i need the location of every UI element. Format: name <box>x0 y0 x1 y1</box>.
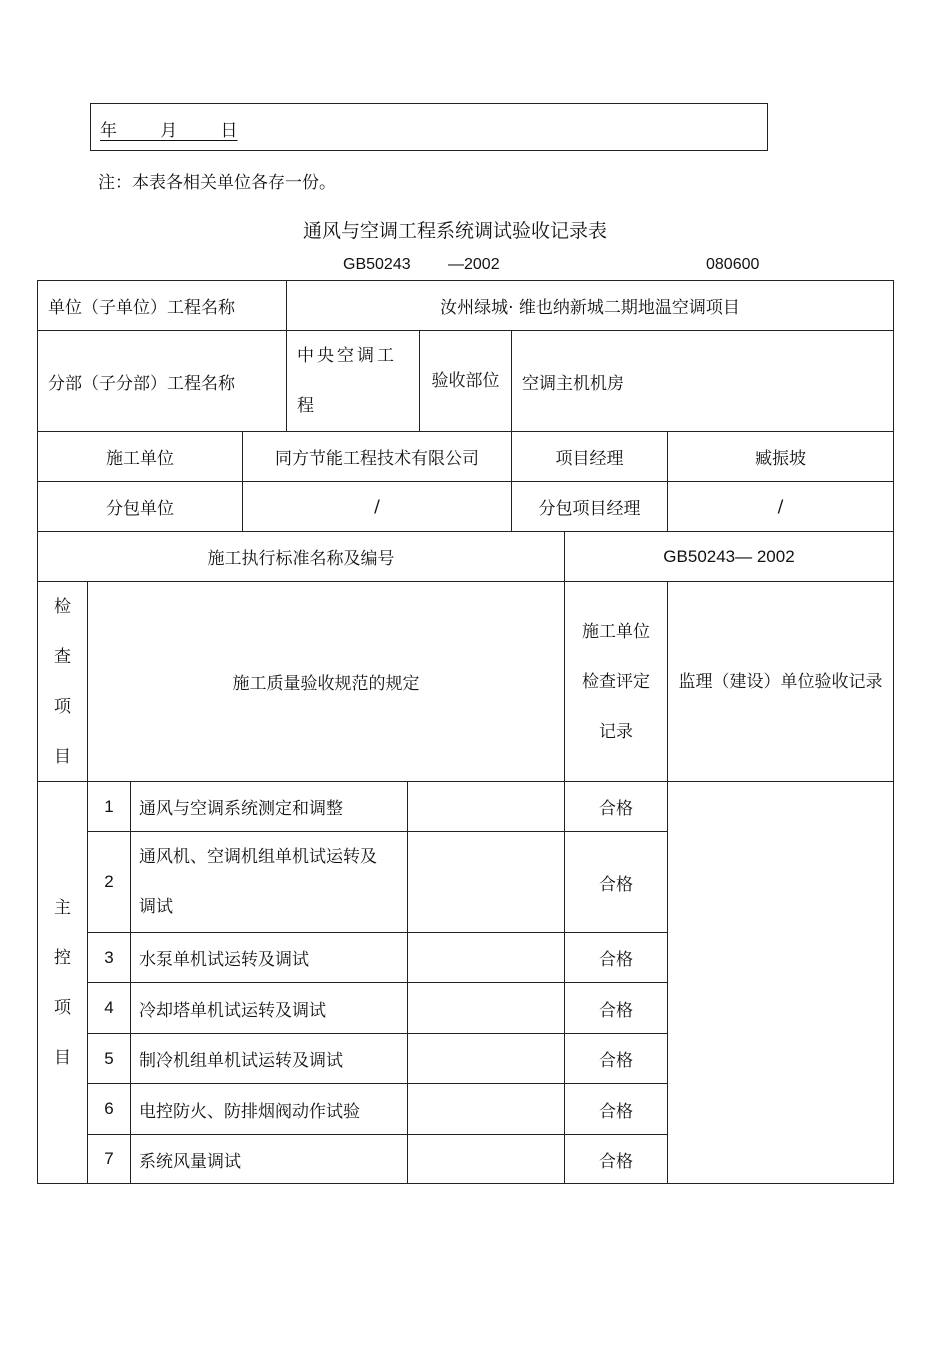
row-number: 2 <box>87 831 131 933</box>
row-item: 制冷机组单机试运转及调试 <box>130 1033 408 1084</box>
page-title: 通风与空调工程系统调试验收记录表 <box>302 220 607 242</box>
row-result: 合格 <box>564 982 668 1034</box>
contractor-eval-header: 施工单位检查评定记录 <box>564 581 668 782</box>
unit-project-label: 单位（子单位）工程名称 <box>37 280 287 331</box>
row-blank <box>407 1083 565 1135</box>
row-item: 水泵单机试运转及调试 <box>130 932 408 983</box>
manager-value: 臧振坡 <box>667 431 894 482</box>
sub-project-value: 中央空调工程 <box>286 330 420 432</box>
row-blank <box>407 1033 565 1084</box>
row-blank <box>407 1134 565 1184</box>
row-number: 5 <box>87 1033 131 1084</box>
subcontractor-value: / <box>242 481 512 532</box>
sub-manager-label: 分包项目经理 <box>511 481 668 532</box>
row-number: 1 <box>87 781 131 832</box>
acceptance-part-label: 验收部位 <box>419 330 512 432</box>
supervisor-record-header: 监理（建设）单位验收记录 <box>667 581 894 782</box>
acceptance-part-value: 空调主机机房 <box>511 330 894 432</box>
subcontractor-label: 分包单位 <box>37 481 243 532</box>
date-line: 年 月 日 <box>100 121 238 141</box>
row-blank <box>407 932 565 983</box>
sub-manager-value: / <box>667 481 894 532</box>
exec-standard-label: 施工执行标准名称及编号 <box>37 531 565 582</box>
row-blank <box>407 831 565 933</box>
supervisor-record-cell <box>667 781 894 1184</box>
contractor-value: 同方节能工程技术有限公司 <box>242 431 512 482</box>
row-item: 通风与空调系统测定和调整 <box>130 781 408 832</box>
form-number: 080600 <box>706 256 760 273</box>
sub-project-label: 分部（子分部）工程名称 <box>37 330 287 432</box>
row-number: 6 <box>87 1083 131 1135</box>
exec-standard-value: GB50243— 2002 <box>564 531 894 582</box>
row-item: 电控防火、防排烟阀动作试验 <box>130 1083 408 1135</box>
row-number: 3 <box>87 932 131 983</box>
row-item: 通风机、空调机组单机试运转及调试 <box>130 831 408 933</box>
standard-year: —2002 <box>448 256 500 273</box>
row-result: 合格 <box>564 1134 668 1184</box>
row-result: 合格 <box>564 781 668 832</box>
main-control-label: 主控项目 <box>37 781 88 1184</box>
contractor-label: 施工单位 <box>37 431 243 482</box>
row-item: 系统风量调试 <box>130 1134 408 1184</box>
row-number: 4 <box>87 982 131 1034</box>
row-result: 合格 <box>564 1083 668 1135</box>
unit-project-value: 汝州绿城· 维也纳新城二期地温空调项目 <box>286 280 894 331</box>
check-item-header: 检查项目 <box>37 581 88 782</box>
row-number: 7 <box>87 1134 131 1184</box>
row-item: 冷却塔单机试运转及调试 <box>130 982 408 1034</box>
spec-header: 施工质量验收规范的规定 <box>87 581 565 782</box>
row-blank <box>407 781 565 832</box>
row-result: 合格 <box>564 932 668 983</box>
manager-label: 项目经理 <box>511 431 668 482</box>
standard-code: GB50243 <box>343 256 411 273</box>
row-result: 合格 <box>564 1033 668 1084</box>
row-result: 合格 <box>564 831 668 933</box>
note: 注：本表各相关单位各存一份。 <box>98 173 336 193</box>
row-blank <box>407 982 565 1034</box>
